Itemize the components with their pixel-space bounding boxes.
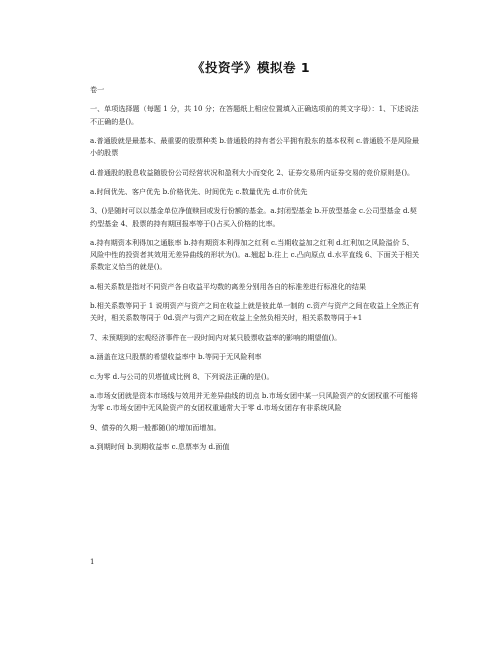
paragraph: 3、()是随时可以以基金单位净值赎回或发行份额的基金。a.封闭型基金 b.开放型基金 c.公司型基金 d.契约型基金 4、股票的持有期回报率等于()占买入价格的比率。 bbox=[90, 206, 417, 228]
paragraph: a.相关系数是指对不同资产各自收益平均数的离差分别用各自的标准差进行标准化的结果 bbox=[90, 281, 367, 291]
document-body bbox=[90, 84, 420, 460]
paragraph: 一、单项选择题（每题 1 分，共 10 分；在答题纸上相应位置填入正确选项前的英文字母）：1、下述说法不正确的是()。 bbox=[90, 104, 419, 126]
paragraph: d.普通股的股息收益随股份公司经营状况和盈利大小而变化 2、证券交易所内证券交易的竞价原则是()。 bbox=[90, 167, 415, 177]
paragraph: b.相关系数等同于 1 说明资产与资产之间在收益上就是彼此单一制的 c.资产与资产之间在收益上全然正有关时，相关系数等同于 0d.资产与资产之间在收益上全然负相关时，相关系数等同于+1 bbox=[90, 301, 420, 323]
paragraph: a.到期时间 b.到期收益率 c.息票率为 d.面值 bbox=[90, 441, 230, 451]
paragraph: a.市场女团就是资本市场线与效用并无差异曲线的切点 b.市场女团中某一只风险资产的女团权重不可能将为零 c.市场女团中无风险资产的女团权重通常大于零 d.市场女团存有非系统风险 bbox=[90, 390, 418, 413]
paragraph: 9、债券的久期一般都随()的增加而增加。 bbox=[90, 422, 221, 432]
paragraph: 7、未预期到的宏观经济事件在一段时间内对某只股票收益率的影响的期望值()。 bbox=[90, 332, 342, 342]
paragraph: a.持有期资本利得加之通胀率 b.持有期资本利得加之红利 c.当期收益加之红利 d.红利加之风险溢价 5、风险中性的投资者其效用无差异曲线的形状为()。a.翘起 b.往上 c.凸向原点 d.水平直线 6、下面关于相关系数定义恰当的就是()。 bbox=[90, 237, 420, 272]
paragraph: 卷一 bbox=[90, 85, 105, 94]
paragraph: a.时间优先、客户优先 b.价格优先、时间优先 c.数量优先 d.市价优先 bbox=[90, 186, 308, 196]
page-number: 1 bbox=[90, 558, 95, 566]
paragraph: c.为零 d.与公司的贝塔值成比例 8、下列说法正确的是()。 bbox=[90, 371, 274, 381]
paragraph: a.普通股就是最基本、最重要的股票种类 b.普通股的持有者公平拥有股东的基本权利 c.普通股不是风险最小的股票 bbox=[90, 135, 420, 158]
paragraph: a.涵盖在这只股票的希望收益率中 b.等同于无风险利率 bbox=[90, 352, 262, 362]
document-title: 《投资学》模拟卷 1 bbox=[191, 60, 311, 75]
